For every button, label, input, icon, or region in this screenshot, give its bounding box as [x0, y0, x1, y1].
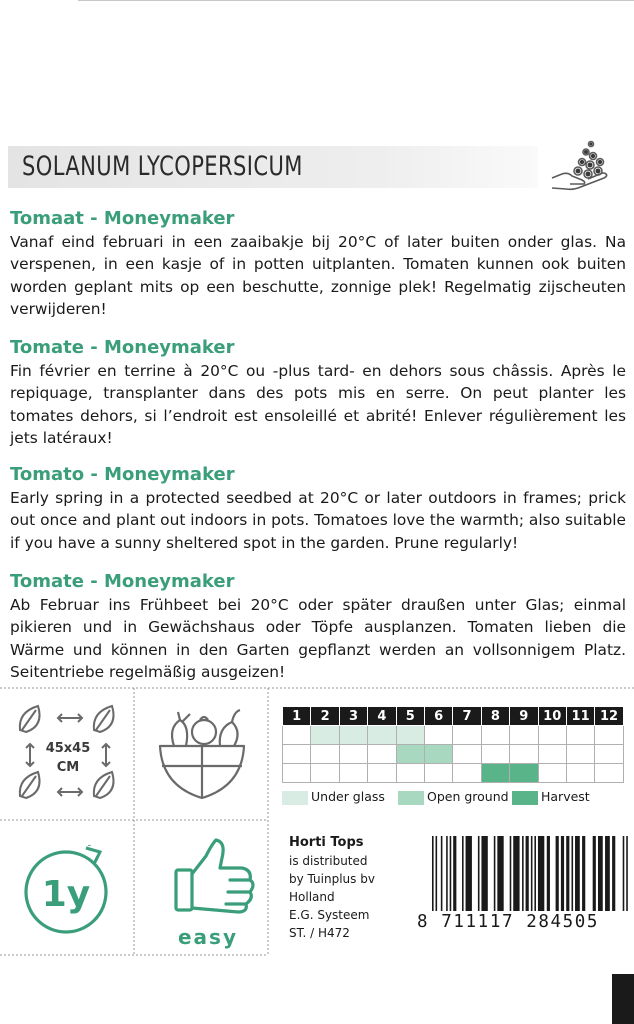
section-body: Vanaf eind februari in een zaaibakje bij 20°C of later buiten onder glas. Na verspenen, in een kasje of in potten uitplanten. Tomaten kunnen ook buiten worden geplant mits op een beschutte, zonnige plek! Regelmatig zijscheuten verwijderen!: [10, 233, 626, 318]
calendar-cell: [396, 764, 424, 783]
calendar-row-under-glass: [283, 726, 624, 745]
calendar-cell: [510, 764, 538, 783]
brand-name: Horti Tops: [289, 835, 364, 850]
month-label: 1: [283, 707, 311, 726]
barcode-bar: [612, 836, 615, 911]
month-label: 12: [595, 707, 623, 726]
barcode-bar: [538, 836, 544, 911]
month-label: 3: [339, 707, 367, 726]
section-title: Tomato - Moneymaker: [10, 464, 235, 485]
barcode-bar: [575, 836, 580, 911]
calendar-cell: [368, 764, 396, 783]
veg-bowl-icon: [150, 702, 254, 806]
calendar-cell: [339, 726, 367, 745]
calendar-cell: [481, 764, 509, 783]
section-title: Tomate - Moneymaker: [10, 571, 235, 592]
calendar-cell: [424, 745, 452, 764]
sowing-calendar: [282, 706, 624, 783]
barcode-number: 8 711117 284505: [417, 912, 600, 932]
arrow-icon: [102, 744, 110, 766]
calendar-cell: [311, 745, 339, 764]
barcode-bar: [531, 836, 533, 911]
barcode-bar: [605, 836, 610, 911]
calendar-cell: [339, 764, 367, 783]
section-body: Ab Februar ins Frühbeet bei 20°C oder später draußen unter Glas; einmal pikieren und in Gewächshaus oder Töpfe ausplanzen. Tomaten lieben die Wärme und können in den Garten gepflanzt werden an vollsonnigem Platz. Seitentriebe regelmäßig ausgeizen!: [10, 596, 626, 681]
section-body: Fin février en terrine à 20°C ou -plus tard- en dehors sous châssis. Après le repiquage, transplanter dans des pots mis en serre. On peut planter les tomates dehors, si l’endroit est ensoleillé et abrité! Enlever régulièrement les jets latéraux!: [10, 362, 626, 447]
month-label: 9: [510, 707, 538, 726]
distributor-info: [289, 834, 375, 942]
calendar-cell: [424, 726, 452, 745]
month-label: 10: [538, 707, 566, 726]
calendar-cell: [396, 745, 424, 764]
calendar-cell: [283, 726, 311, 745]
barcode-bar: [462, 836, 464, 911]
barcode-bar: [623, 836, 625, 911]
arrow-icon: [58, 788, 82, 796]
barcode-bar: [556, 836, 559, 911]
arrow-icon: [58, 714, 82, 722]
distributor-line: E.G. Systeem: [289, 908, 370, 922]
barcode-bar: [526, 836, 529, 911]
section-title: Tomaat - Moneymaker: [10, 208, 235, 229]
distributor-line: Holland: [289, 890, 335, 904]
calendar-cell: [453, 745, 481, 764]
legend-swatch: [398, 791, 424, 805]
legend-item: [282, 789, 385, 805]
month-label: 11: [566, 707, 594, 726]
spacing-icon: [10, 700, 130, 812]
leaf-icon: [94, 772, 114, 798]
barcode-bar: [432, 836, 434, 911]
barcode-bar: [566, 836, 569, 911]
barcode-bar: [446, 836, 448, 911]
barcode-bar: [513, 836, 519, 911]
leaf-icon: [20, 706, 40, 732]
calendar-cell: [595, 726, 623, 745]
legend-label: Under glass: [311, 789, 385, 804]
section-title: Tomate - Moneymaker: [10, 337, 235, 358]
calendar-cell: [424, 764, 452, 783]
calendar-row-harvest: [283, 764, 624, 783]
calendar-cell: [453, 726, 481, 745]
difficulty-label: easy: [177, 925, 239, 949]
barcode-bar: [593, 836, 596, 911]
spacing-unit: CM: [56, 760, 80, 775]
barcode-bar: [494, 836, 496, 911]
calendar-cell: [481, 745, 509, 764]
calendar-cell: [283, 764, 311, 783]
barcode-bar: [510, 836, 512, 911]
barcode: [432, 836, 628, 911]
barcode-bar: [522, 836, 524, 911]
barcode-bar: [572, 836, 574, 911]
legend-swatch: [282, 791, 308, 805]
calendar-cell: [538, 764, 566, 783]
calendar-cell: [595, 745, 623, 764]
cycle-icon: [14, 836, 122, 944]
calendar-cell: [311, 764, 339, 783]
calendar-cell: [566, 745, 594, 764]
month-label: 7: [453, 707, 481, 726]
thumbs-up-icon: [168, 834, 260, 950]
barcode-bar: [453, 836, 456, 911]
calendar-header: [283, 707, 624, 726]
latin-name: SOLANUM LYCOPERSICUM: [22, 151, 303, 182]
leaf-icon: [20, 772, 40, 798]
legend-label: Harvest: [541, 789, 590, 804]
month-label: 6: [424, 707, 452, 726]
leaf-icon: [94, 706, 114, 732]
calendar-cell: [339, 745, 367, 764]
barcode-bar: [561, 836, 564, 911]
barcode-bar: [582, 836, 585, 911]
calendar-cell: [510, 726, 538, 745]
calendar-cell: [368, 745, 396, 764]
calendar-cell: [396, 726, 424, 745]
barcode-bar: [534, 836, 536, 911]
calendar-cell: [481, 726, 509, 745]
calendar-cell: [538, 726, 566, 745]
legend-item: [398, 789, 509, 805]
legend-label: Open ground: [427, 789, 509, 804]
month-label: 4: [368, 707, 396, 726]
month-label: 8: [481, 707, 509, 726]
calendar-cell: [566, 764, 594, 783]
barcode-bar: [436, 836, 438, 911]
calendar-cell: [368, 726, 396, 745]
lifecycle-label: 1y: [41, 874, 91, 915]
barcode-bar: [466, 836, 472, 911]
barcode-bar: [626, 836, 628, 911]
section-body: Early spring in a protected seedbed at 20°C or later outdoors in frames; prick out once and plant out indoors in pots. Tomatoes love the warmth; also suitable if you have a sunny sheltered spot in the garden. Prune regularly!: [10, 489, 626, 552]
corner-bar: [612, 974, 634, 1024]
calendar-cell: [538, 745, 566, 764]
barcode-bar: [547, 836, 550, 911]
month-label: 5: [396, 707, 424, 726]
calendar-row-open-ground: [283, 745, 624, 764]
distributor-line: ST. / H472: [289, 926, 350, 940]
barcode-bar: [598, 836, 603, 911]
month-label: 2: [311, 707, 339, 726]
distributor-line: by Tuinplus bv: [289, 872, 375, 886]
calendar-cell: [566, 726, 594, 745]
barcode-bar: [497, 836, 503, 911]
calendar-cell: [453, 764, 481, 783]
barcode-bar: [481, 836, 487, 911]
calendar-cell: [595, 764, 623, 783]
calendar-cell: [510, 745, 538, 764]
barcode-bar: [441, 836, 443, 911]
spacing-value: 45x45: [45, 741, 91, 756]
barcode-bar: [478, 836, 480, 911]
legend-item: [512, 789, 590, 805]
calendar-cell: [311, 726, 339, 745]
arrow-icon: [26, 744, 34, 766]
calendar-cell: [283, 745, 311, 764]
barcode-bar: [450, 836, 452, 911]
legend-swatch: [512, 791, 538, 805]
distributor-line: is distributed: [289, 854, 368, 868]
